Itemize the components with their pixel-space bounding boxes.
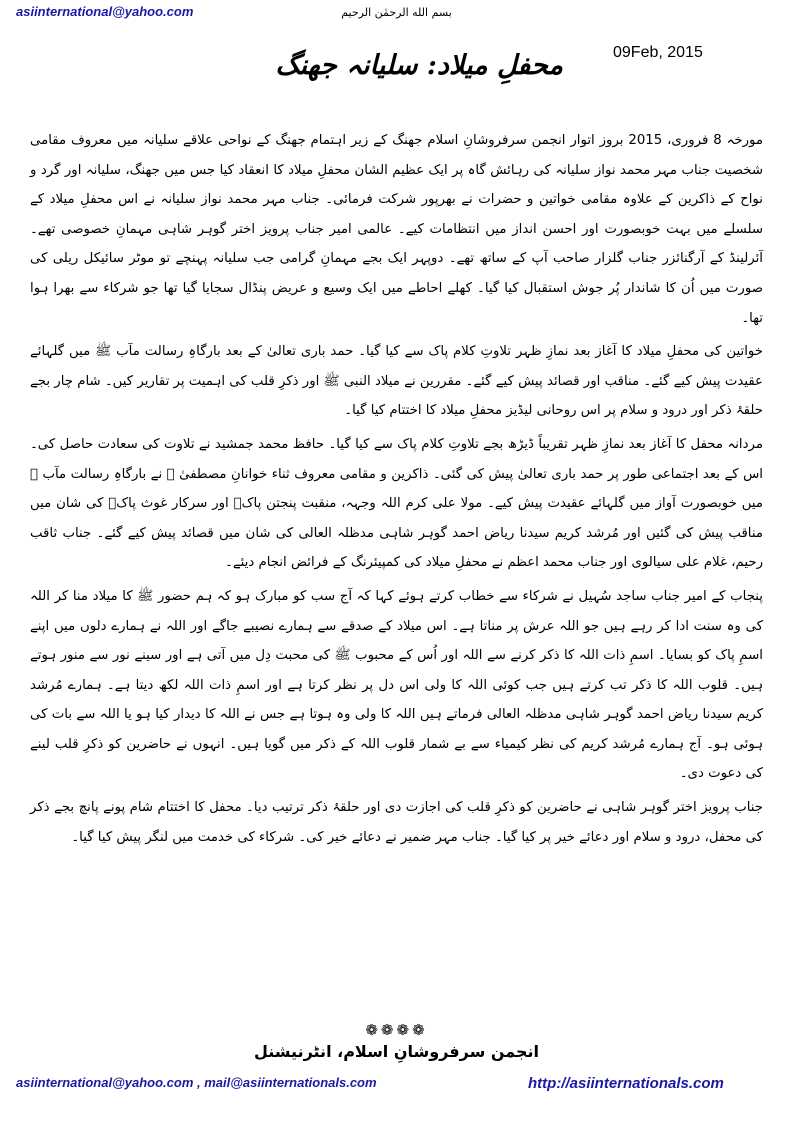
- date: 09Feb, 2015: [613, 44, 703, 61]
- bismillah: بسم الله الرحمٰن الرحیم: [341, 6, 452, 19]
- article-body: [30, 126, 763, 852]
- paragraph-mens-mehfil: مردانہ محفل کا آغاز بعد نمازِ ظہر تقریباً ڈیڑھ بجے تلاوتِ کلام پاک سے کیا گیا۔ حافظ محمد جمشید نے تلاوت کی سعادت حاصل کی۔ اس کے بعد اجتماعی طور پر حمد باری تعالیٰ پیش کی گئی۔ ذاکرین و مقامی معروف ثناء خوانانِ مصطفیٰ ﷺ نے بارگاہِ رسالت مآب ﷺ میں خوبصورت آواز میں گلہائے عقیدت پیش کیے۔ مولا علی کرم اللہ وجہہ، منقبت پنجتن پاکؑ اور سرکار غوث پاکؓ کی شان میں مناقب پیش کی گئیں اور مُرشد کریم سیدنا ریاض احمد گوہر شاہی مدظلہ العالی کی شان میں قصائد پیش کیے گئے۔ جناب ثاقب رحیم، غلام علی سیالوی اور جناب محمد اعظم نے محفلِ میلاد کی کمپیئرنگ کے فرائض انجام دیئے۔: [30, 436, 763, 571]
- header-email[interactable]: asiinternational@yahoo.com: [16, 4, 194, 19]
- footer-emails[interactable]: asiinternational@yahoo.com , mail@asiinternationals.com: [16, 1075, 377, 1090]
- paragraph-intro: مورخہ 8 فروری، 2015 بروز اتوار انجمن سرفروشانِ اسلام جھنگ کے زیر اہتمام جھنگ کے نواحی علاقے سلیانہ میں معروف مقامی شخصیت جناب مہر محمد نواز سلیانہ کی رہائش گاہ پر ایک عظیم الشان محفلِ میلاد کا انعقاد کیا جس میں جھنگ، سلیانہ اور گرد و نواح کے ذاکرین کے علاوہ مقامی خواتین و حضرات نے بھرپور شرکت فرمائی۔ جناب مہر محمد نواز سلیانہ نے اس محفلِ میلاد کے سلسلے میں بہت خوبصورت اور احسن انداز میں انتظامات کیے۔ عالمی امیر جناب پرویز اختر گوہر شاہی مہمانِ خصوصی تھے۔ آئرلینڈ کے آرگنائزر جناب گلزار صاحب آپ کے ساتھ تھے۔ دوپہر ایک بجے مہمانِ گرامی جب سلیانہ پہنچے تو موٹر سائیکل ریلی کی صورت میں اُن کا شاندار پُر جوش استقبال کیا گیا۔ کھلے احاطے میں ایک وسیع و عریض پنڈال سجایا گیا تھا جو شرکاء سے بھرا ہوا تھا۔: [30, 133, 763, 326]
- organization-name: انجمن سرفروشانِ اسلام، انٹرنیشنل: [253, 1042, 540, 1061]
- star-ornament-icon: ❁❁❁❁: [365, 1021, 428, 1039]
- page-title: محفلِ میلاد: سلیانہ جھنگ: [275, 50, 563, 81]
- paragraph-ladies-mehfil: خواتین کی محفلِ میلاد کا آغاز بعد نمازِ ظہر تلاوتِ کلام پاک سے کیا گیا۔ حمد باری تعالیٰ کے بعد بارگاہِ رسالت مآب ﷺ میں گلہائے عقیدت پیش کیے گئے۔ مناقب اور قصائد پیش کیے گئے۔ مقررین نے میلاد النبی ﷺ اور ذکرِ قلب کی اہمیت پر تقاریر کیں۔ شام چار بجے حلقۂ ذکر اور درود و سلام پر اس روحانی لیڈیز محفلِ میلاد کا اختتام کیا گیا۔: [30, 344, 763, 419]
- footer-website-link[interactable]: http://asiinternationals.com: [528, 1075, 724, 1092]
- paragraph-closing: جناب پرویز اختر گوہر شاہی نے حاضرین کو ذکرِ قلب کی اجازت دی اور حلقۂ ذکر ترتیب دیا۔ محفل کا اختتام شام پونے پانچ بجے ذکر کی محفل، درود و سلام اور دعائے خیر پر کیا گیا۔ جناب مہر ضمیر نے دعائے خیر کی۔ شرکاء کی خدمت میں لنگر پیش کیا گیا۔: [30, 800, 763, 845]
- paragraph-speech: پنجاب کے امیر جناب ساجد سُہیل نے شرکاء سے خطاب کرتے ہوئے کہا کہ آج سب کو مبارک ہو کہ ہم حضور ﷺ کا میلاد منا کر اللہ کی وہ سنت ادا کر رہے ہیں جو اللہ عرش پر مناتا ہے۔ اس میلاد کے صدقے سے ہمارے نصیبے جاگے اور اللہ نے ہمارے دلوں میں اپنے اسمِ پاک کو بسایا۔ اسمِ ذات اللہ کا ذکر کرنے سے اللہ اور اُس کے محبوب ﷺ کی محبت دِل میں آتی ہے اور سینے نور سے منور ہوتے ہیں۔ قلوب اللہ کا ذکر تب کرتے ہیں جب کوئی اللہ کا ولی اس دل پر نظر کرتا ہے اور اسمِ ذات اللہ لکھ دیتا ہے۔ ہمارے مُرشد کریم سیدنا ریاض احمد گوہر شاہی مدظلہ العالی فرماتے ہیں اللہ کا ولی وہ ہوتا ہے جس نے اللہ کا دیدار کیا ہو یا اللہ سے بات کی ہوئی ہو۔ آج ہمارے مُرشد کریم کی نظر کیمیاء سے بے شمار قلوب اللہ کے ذکر میں گویا ہیں۔ انہوں نے حاضرین کو ذکرِ قلب لینے کی دعوت دی۔: [30, 588, 763, 782]
